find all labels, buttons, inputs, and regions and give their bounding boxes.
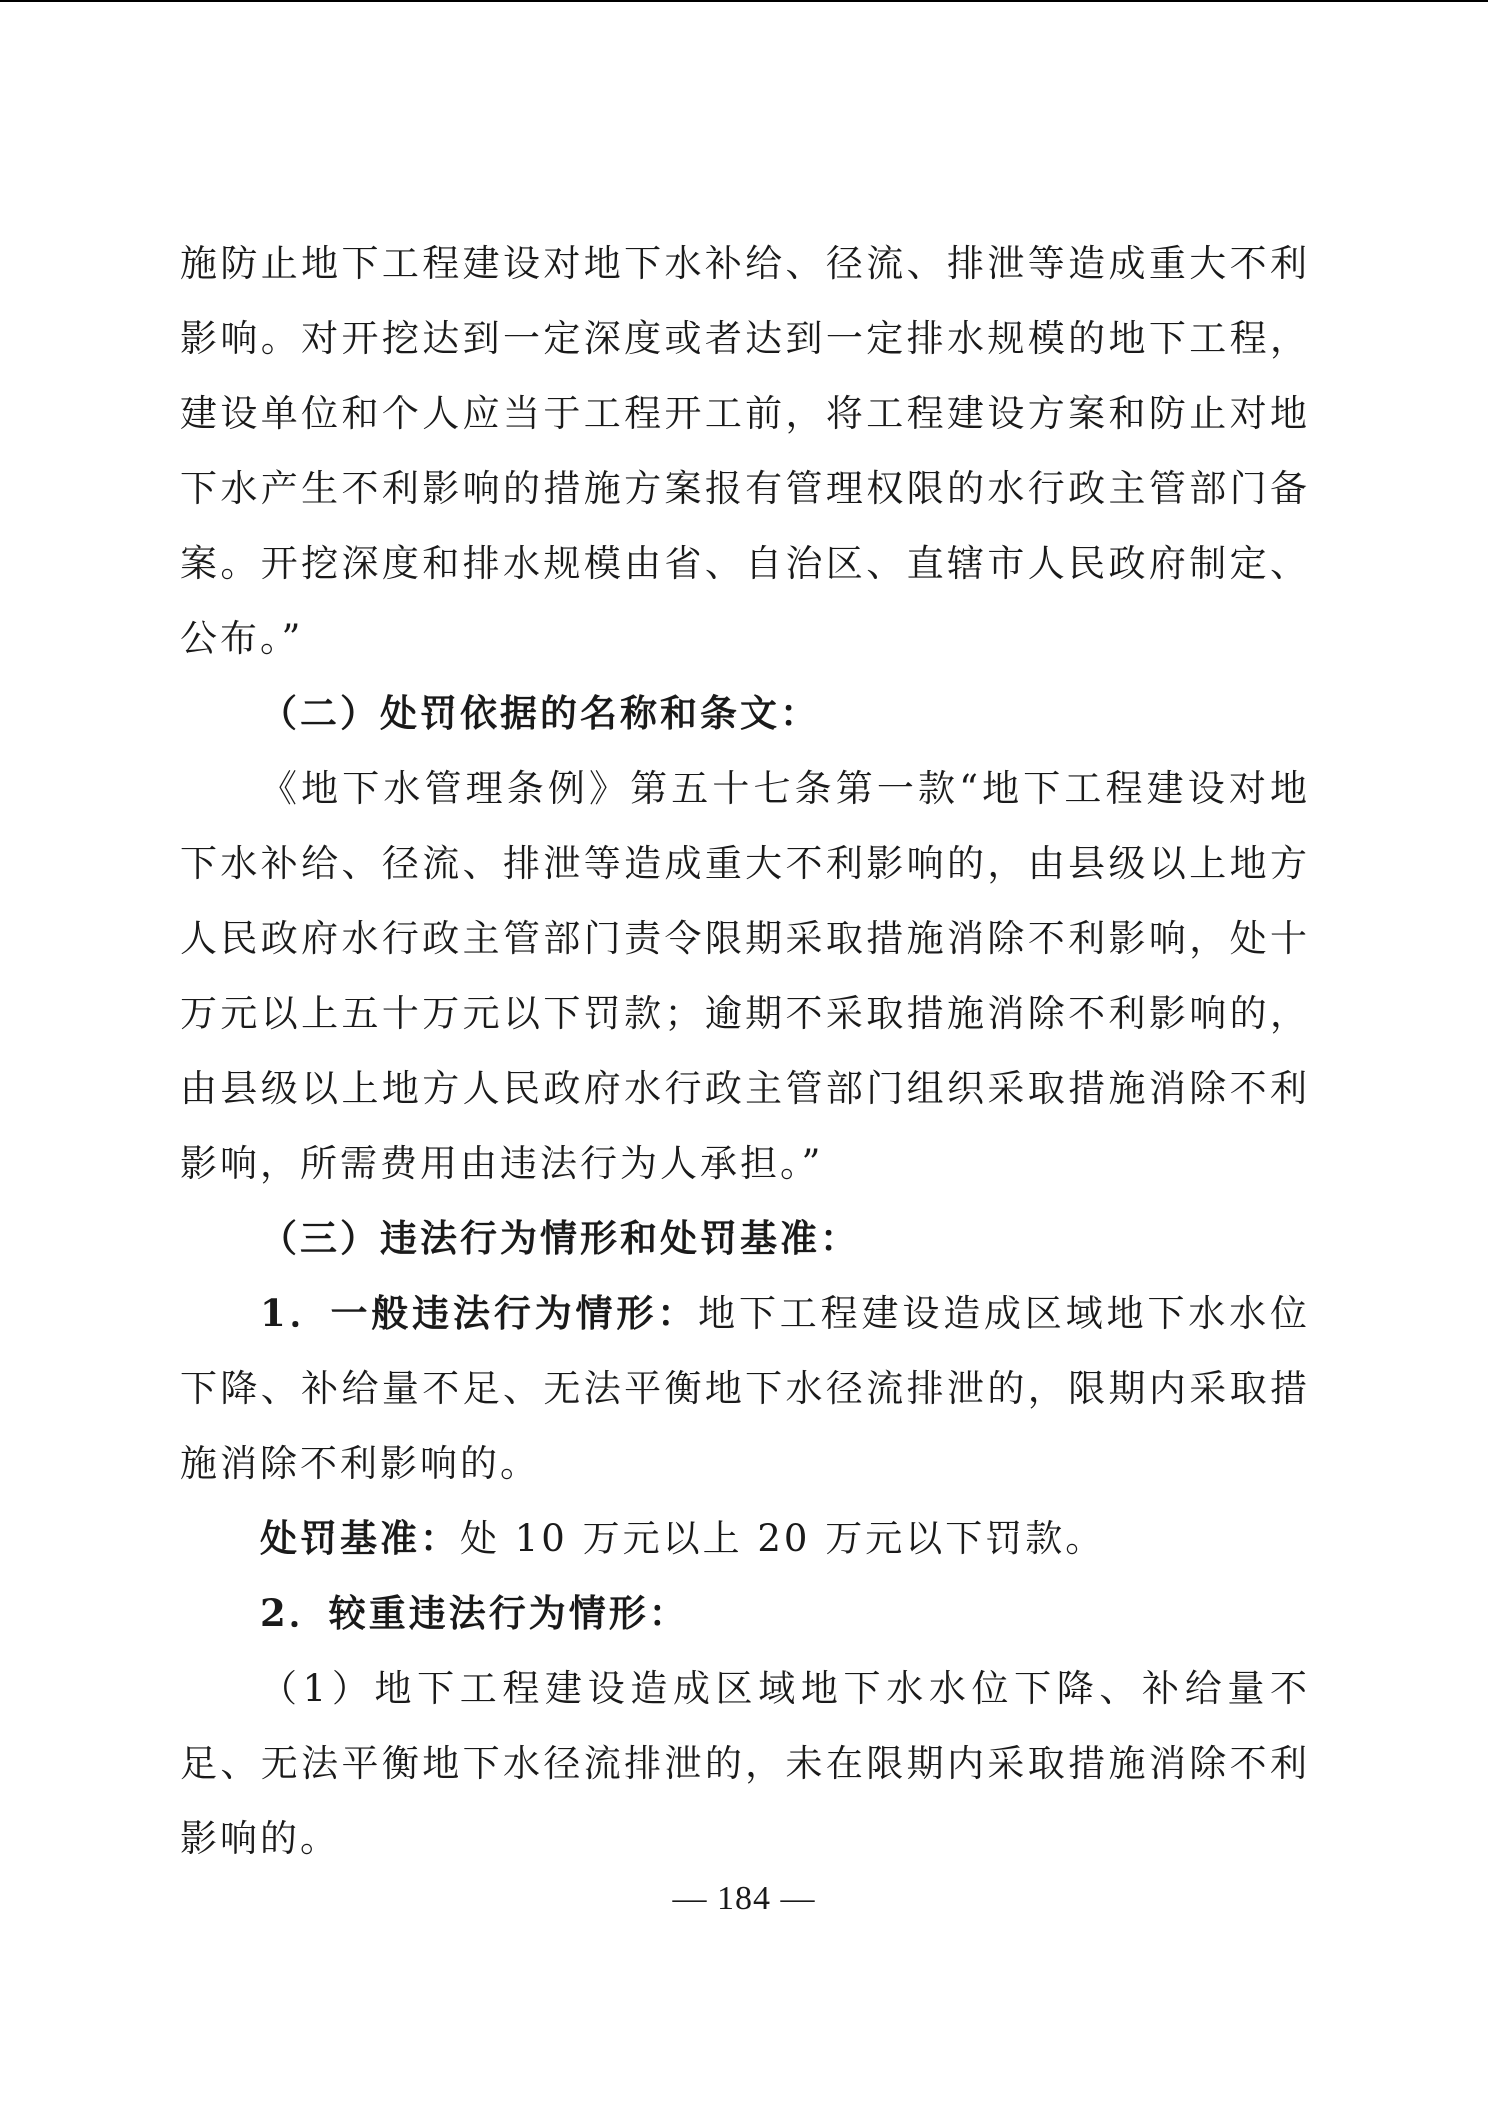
general-penalty-label: 处罚基准：: [260, 1516, 460, 1560]
general-penalty-paragraph: [180, 1501, 1310, 1576]
serious-violation-item-1: （1）地下工程建设造成区域地下水水位下降、补给量不足、无法平衡地下水径流排泄的，未在限期内采取措施消除不利影响的。: [180, 1667, 1310, 1860]
general-violation-paragraph: [180, 1276, 1310, 1501]
document-body: [180, 226, 1310, 1876]
penalty-basis-paragraph: 《地下水管理条例》第五十七条第一款“地下工程建设对地下水补给、径流、排泄等造成重大不利影响的，由县级以上地方人民政府水行政主管部门责令限期采取措施消除不利影响，处十万元以上五十万元以下罚款；逾期不采取措施消除不利影响的，由县级以上地方人民政府水行政主管部门组织采取措施消除不利影响，所需费用由违法行为人承担。”: [180, 767, 1310, 1185]
general-violation-text: 地下工程建设造成区域地下水水位下降、补给量不足、无法平衡地下水径流排泄的，限期内采取措施消除不利影响的。: [180, 1292, 1311, 1485]
general-penalty-text: 处 10 万元以上 20 万元以下罚款。: [460, 1517, 1106, 1560]
section-heading-penalty-basis: （二）处罚依据的名称和条文：: [260, 691, 820, 735]
top-border-line: [0, 0, 1488, 2]
continuation-paragraph: 施防止地下工程建设对地下水补给、径流、排泄等造成重大不利影响。对开挖达到一定深度或者达到一定排水规模的地下工程，建设单位和个人应当于工程开工前，将工程建设方案和防止对地下水产生不利影响的措施方案报有管理权限的水行政主管部门备案。开挖深度和排水规模由省、自治区、直辖市人民政府制定、公布。”: [180, 242, 1310, 660]
serious-violation-heading: 2．较重违法行为情形：: [260, 1591, 689, 1635]
section-heading-violation-criteria: （三）违法行为情形和处罚基准：: [260, 1216, 860, 1260]
general-violation-label: 1．一般违法行为情形：: [260, 1291, 699, 1335]
page-number: — 184 —: [672, 1880, 816, 1917]
